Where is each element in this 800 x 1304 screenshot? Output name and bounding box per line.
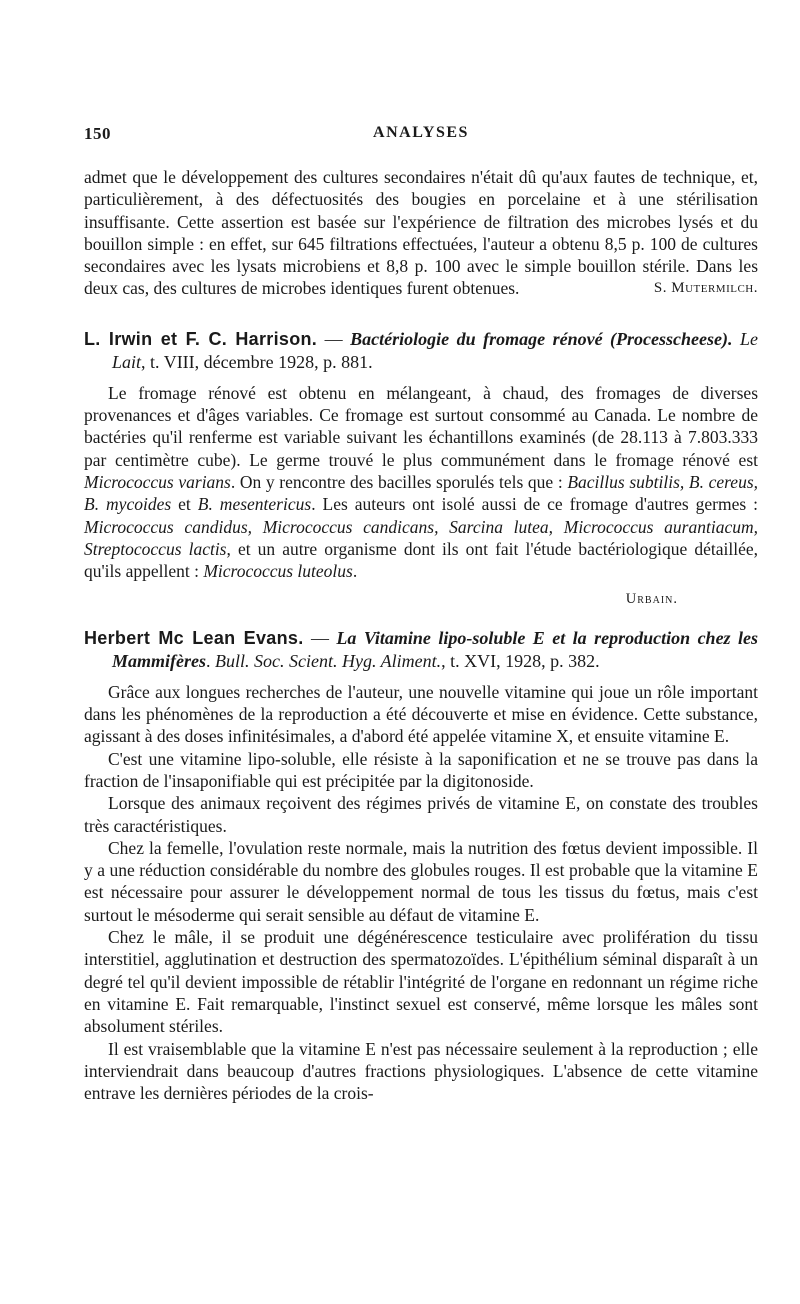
page-header: [84, 124, 758, 150]
review3-source: Bull. Soc. Scient. Hyg. Aliment.: [215, 650, 442, 671]
review3-paragraph-2: C'est une vitamine lipo-soluble, elle résiste à la saponification et ne se trouve pas dans la fraction de l'insaponifiable qui est précipitée par la digitonoside.: [84, 748, 758, 791]
review2-species-4: Micrococcus candidus, Micrococcus candicans, Sarcina lutea, Micrococcus aurantiacum, Streptococcus lactis: [84, 516, 758, 559]
review2-paragraph: [84, 382, 758, 583]
review3-dash: —: [303, 627, 337, 648]
review3-paragraph-5: Chez le mâle, il se produit une dégénérescence testiculaire avec prolifération du tissu interstitiel, agglutination et destruction des spermatozoïdes. L'épithélium séminal disparaît à un degré tel qu'il devient impossible de rétablir l'intégrité de l'organe en redonnant un régime riche en vitamine E. Fait remarquable, l'instinct sexuel est conservé, même lorsque les mâles sont absolument stériles.: [84, 927, 758, 1037]
review3-authors: Herbert Mc Lean Evans.: [84, 627, 304, 648]
review2-species-5: Micrococcus luteolus: [203, 561, 353, 582]
review3-paragraph-4: Chez la femelle, l'ovulation reste normale, mais la nutrition des fœtus devient impossible. Il y a une réduction considérable du nombre des globules rouges. Il est probable que la vitamine E est nécessaire pour assurer le développement normal de tous les tissus du fœtus, mais c'est surtout le mésoderme qui serait sensible au défaut de vitamine E.: [84, 837, 758, 925]
review2-body-2: . On y rencontre des bacilles sporulés tels que :: [230, 471, 568, 492]
review2-signature: Urbain.: [625, 591, 678, 608]
review2-species-1: Micrococcus varians: [84, 471, 231, 492]
review1-paragraph: [84, 166, 758, 300]
review3-citation: , t. XVI, 1928, p. 382.: [441, 650, 600, 671]
review2-authors: L. Irwin et F. C. Harrison.: [84, 328, 318, 349]
review3-title-end: .: [206, 650, 215, 671]
review2-species-3: B. mesentericus: [197, 494, 312, 515]
review2-heading: [84, 328, 758, 374]
review2-species-2: Bacillus subtilis, B. cereus, B. mycoides: [84, 471, 759, 515]
review3-title: La Vitamine lipo-soluble E et la reproduction chez les Mammifères: [112, 627, 759, 671]
review2-body-4: . Les auteurs ont isolé aussi de ce fromage d'autres germes :: [311, 494, 758, 515]
review3-paragraph-1: Grâce aux longues recherches de l'auteur, une nouvelle vitamine qui joue un rôle important dans les phénomènes de la reproduction a été découverte et mise en évidence. Cette substance, agissant à des doses infinitésimales, a d'abord été appelée vitamine X, et ensuite vitamine E.: [84, 681, 758, 747]
review1-signature: S. Mutermilch.: [653, 280, 758, 297]
review2-body-6: .: [352, 561, 358, 582]
running-head: ANALYSES: [373, 124, 469, 141]
review3-heading: [84, 627, 758, 673]
review2-title: Bactériologie du fromage rénové: [350, 328, 603, 349]
page-body: [84, 166, 758, 1104]
page-number: 150: [84, 124, 111, 143]
review2-citation: , t. VIII, décembre 1928, p. 881.: [141, 351, 373, 372]
review2-body-5: , et un autre organisme dont ils ont fait l'étude bactériologique détaillée, qu'ils appellent :: [84, 538, 758, 582]
review2-dash: —: [317, 328, 351, 349]
review2-body-1: Le fromage rénové est obtenu en mélangeant, à chaud, des fromages de diverses provenances et d'âges variables. Ce fromage est surtout consommé au Canada. Le nombre de bactéries qu'il renferme est variable suivant les échantillons examinés (de 28.113 à 7.803.333 par centimètre cube). Le germe trouvé le plus communément dans le fromage rénové est: [84, 382, 758, 470]
review3-paragraph-3: Lorsque des animaux reçoivent des régimes privés de vitamine E, on constate des troubles très caractéristiques.: [84, 793, 758, 836]
review3-paragraph-6: Il est vraisemblable que la vitamine E n'est pas nécessaire seulement à la reproduction ; elle interviendrait dans beaucoup d'autres fractions physiologiques. L'absence de cette vitamine entrave les dernières périodes de la crois-: [84, 1038, 758, 1104]
review1-text: admet que le développement des cultures secondaires n'était dû qu'aux fautes de technique, et, particulièrement, à des défectuosités des bougies en porcelaine et à une stérilisation insuffisante. Cette assertion est basée sur l'expérience de filtration des microbes lysés et du bouillon simple : en effet, sur 645 filtrations effectuées, l'auteur a obtenu 8,5 p. 100 de cultures secondaires avec les lysats microbiens et 8,8 p. 100 avec le simple bouillon stérile. Dans les deux cas, des cultures de microbes identiques furent obtenues.: [84, 167, 758, 299]
review2-source: Le Lait: [112, 328, 759, 372]
review2-title-paren: (Processcheese).: [602, 328, 741, 349]
review2-body-3: et: [171, 494, 198, 515]
